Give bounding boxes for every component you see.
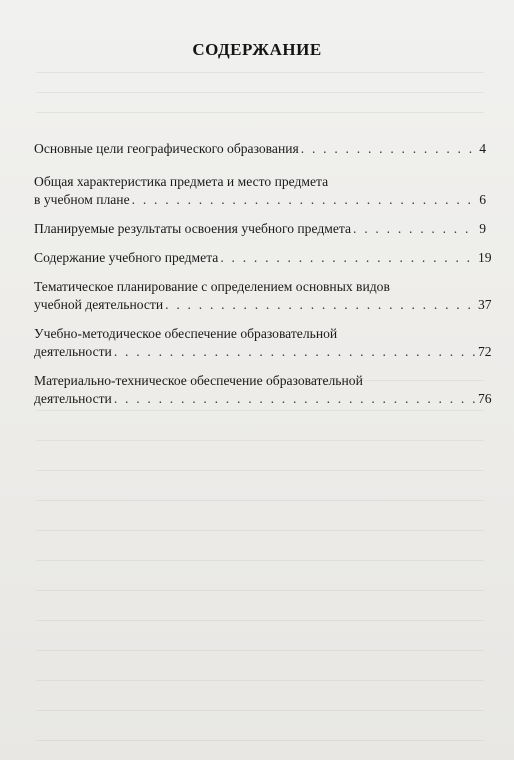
toc-page-number: 9 (479, 221, 486, 236)
toc-entry[interactable] (34, 173, 486, 209)
toc-entry[interactable] (34, 372, 492, 408)
toc-entry-title: Материально-техническое обеспечение образовательной (34, 373, 363, 388)
toc-entry[interactable] (34, 220, 486, 238)
toc-leader-dots (353, 220, 476, 238)
page-title: СОДЕРЖАНИЕ (192, 40, 322, 59)
toc-page-number: 76 (478, 391, 492, 406)
toc-entry-title-continued: деятельности (34, 344, 112, 359)
toc-entry[interactable] (34, 325, 492, 361)
toc-entry-title-continued: учебной деятельности (34, 297, 164, 312)
toc-entry-title: Учебно-методическое обеспечение образовательной (34, 326, 338, 341)
toc-page-number: 72 (478, 344, 492, 359)
toc-leader-dots (301, 140, 476, 158)
toc-page-number: 6 (479, 192, 486, 207)
toc-leader-dots (114, 343, 476, 361)
toc-page-number: 37 (478, 297, 492, 312)
toc-leader-dots (165, 296, 476, 314)
toc-page-number: 19 (478, 250, 492, 265)
table-of-contents (34, 140, 492, 419)
toc-entry-title: Общая характеристика предмета и место предмета (34, 174, 329, 189)
toc-entry[interactable] (34, 249, 492, 267)
toc-page-number: 4 (479, 141, 486, 156)
toc-leader-dots (220, 249, 476, 267)
toc-entry-title: Содержание учебного предмета (34, 250, 219, 265)
toc-entry[interactable] (34, 278, 492, 314)
toc-entry[interactable] (34, 140, 486, 158)
toc-entry-title: Планируемые результаты освоения учебного предмета (34, 221, 352, 236)
toc-entry-title-continued: в учебном плане (34, 192, 130, 207)
toc-entry-title: Тематическое планирование с определением основных видов (34, 279, 390, 294)
toc-entry-title: Основные цели географического образования (34, 141, 299, 156)
toc-leader-dots (114, 390, 476, 408)
toc-leader-dots (132, 191, 476, 209)
toc-entry-title-continued: деятельности (34, 391, 112, 406)
